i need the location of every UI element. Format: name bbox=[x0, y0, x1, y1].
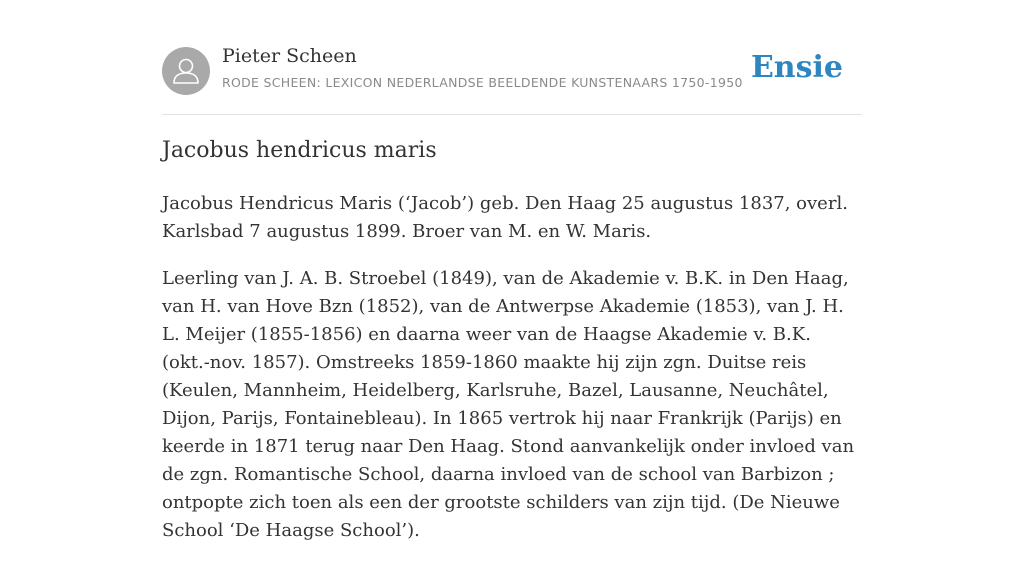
paragraph: Leerling van J. A. B. Stroebel (1849), van de Akademie v. B.K. in Den Haag, van H. van Hove Bzn (1852), van de Antwerpse Akademie (1853), van J. H. L. Meijer (1855-1856) en daarna weer van de Haagse Akademie v. B.K. (okt.-nov. 1857). Omstreeks 1859-1860 maakte hij zijn zgn. Duitse reis (Keulen, Mannheim, Heidelberg, Karlsruhe, Bazel, Lausanne, Neuchâtel, Dijon, Parijs, Fontainebleau). In 1865 vertrok hij naar Frankrijk (Parijs) en keerde in 1871 terug naar Den Haag. Stond aanvankelijk onder invloed van de zgn. Romantische School, daarna invloed van de school van Barbizon ; ontpopte zich toen als een der grootste schilders van zijn tijd. (De Nieuwe School ‘De Haagse School’). bbox=[162, 268, 855, 541]
author-avatar[interactable] bbox=[162, 47, 210, 95]
article-page bbox=[162, 0, 862, 541]
author-name[interactable]: Pieter Scheen bbox=[222, 45, 357, 67]
brand-logo[interactable]: Ensie bbox=[750, 50, 843, 85]
source-title[interactable]: RODE SCHEEN: LEXICON NEDERLANDSE BEELDENDE KUNSTENAARS 1750-1950 bbox=[222, 75, 743, 90]
page-title: Jacobus hendricus maris bbox=[162, 138, 437, 163]
paragraph: Jacobus Hendricus Maris (‘Jacob’) geb. Den Haag 25 augustus 1837, overl. Karlsbad 7 augustus 1899. Broer van M. en W. Maris. bbox=[162, 193, 848, 242]
article-body bbox=[162, 190, 862, 564]
article-header bbox=[162, 0, 862, 115]
user-icon bbox=[162, 47, 210, 95]
